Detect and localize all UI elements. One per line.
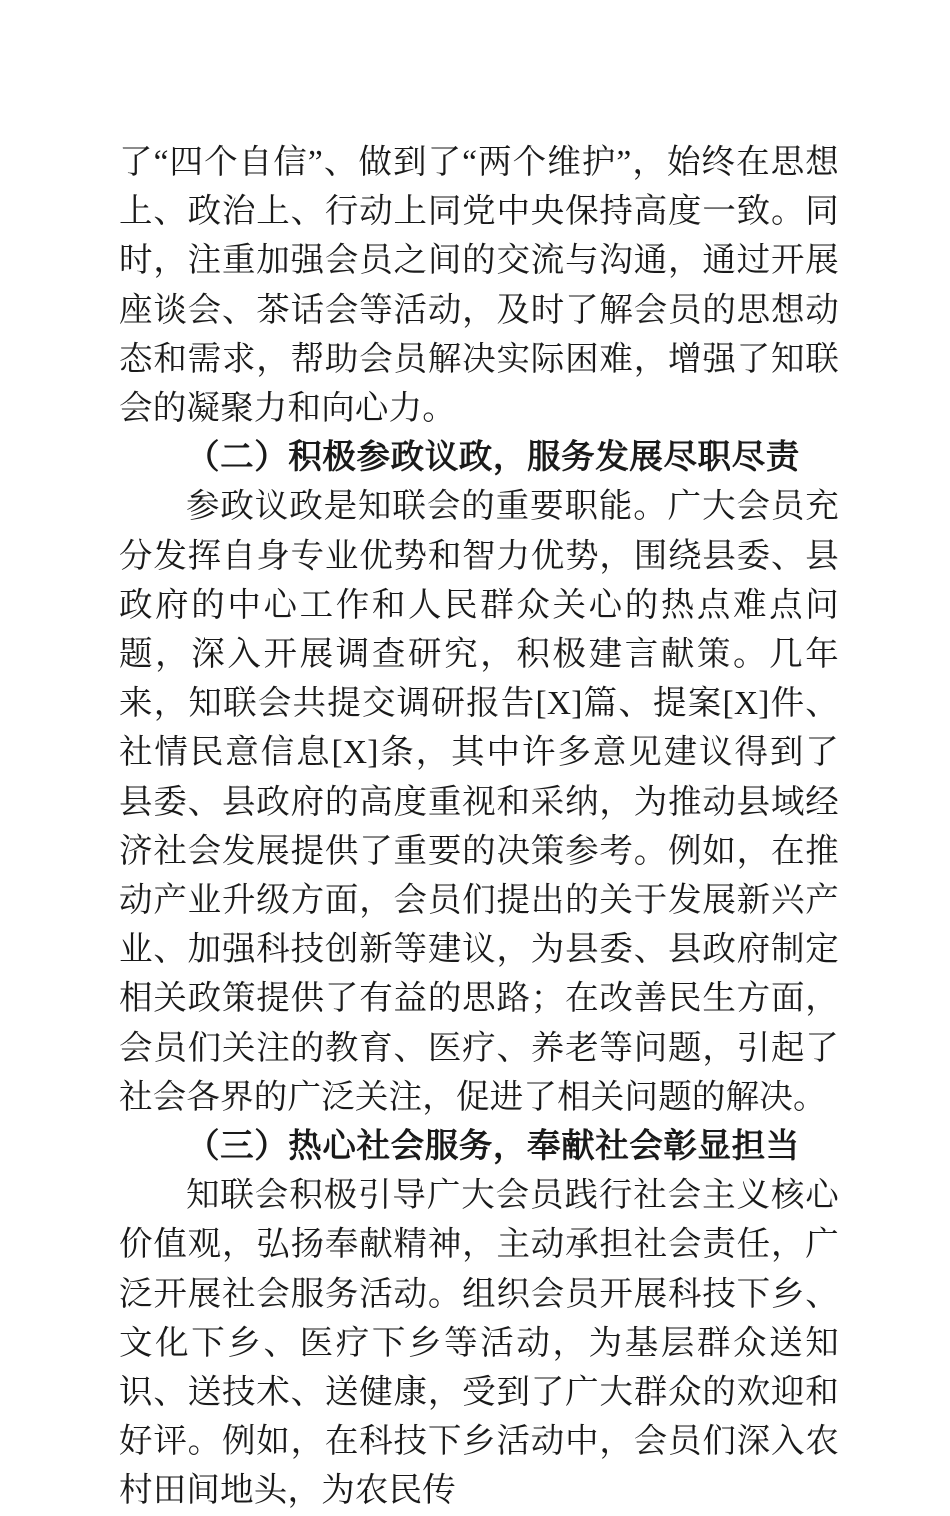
text-column [119, 138, 839, 1516]
sub-heading-three: （三）热心社会服务，奉献社会彰显担当 [186, 1128, 800, 1166]
sub-heading-two: （二）积极参政议政，服务发展尽职尽责 [186, 439, 800, 477]
paragraph-social-service: 知联会积极引导广大会员践行社会主义核心价值观，弘扬奉献精神，主动承担社会责任，广泛开展社会服务活动。组织会员开展科技下乡、文化下乡、医疗下乡等活动，为基层群众送知识、送技术、送健康，受到了广大群众的欢迎和好评。例如，在科技下乡活动中，会员们深入农村田间地头，为农民传 [119, 1177, 839, 1510]
paragraph-participation-in-governance: 参政议政是知联会的重要职能。广大会员充分发挥自身专业优势和智力优势，围绕县委、县政府的中心工作和人民群众关心的热点难点问题，深入开展调查研究，积极建言献策。几年来，知联会共提交调研报告[X]篇、提案[X]件、社情民意信息[X]条，其中许多意见建议得到了县委、县政府的高度重视和采纳，为推动县域经济社会发展提供了重要的决策参考。例如，在推动产业升级方面，会员们提出的关于发展新兴产业、加强科技创新等建议，为县委、县政府制定相关政策提供了有益的思路；在改善民生方面，会员们关注的教育、医疗、养老等问题，引起了社会各界的广泛关注，促进了相关问题的解决。 [119, 488, 839, 1116]
paragraph-continuation: 了“四个自信”、做到了“两个维护”，始终在思想上、政治上、行动上同党中央保持高度一致。同时，注重加强会员之间的交流与沟通，通过开展座谈会、茶话会等活动，及时了解会员的思想动态和需求，帮助会员解决实际困难，增强了知联会的凝聚力和向心力。 [119, 144, 839, 428]
